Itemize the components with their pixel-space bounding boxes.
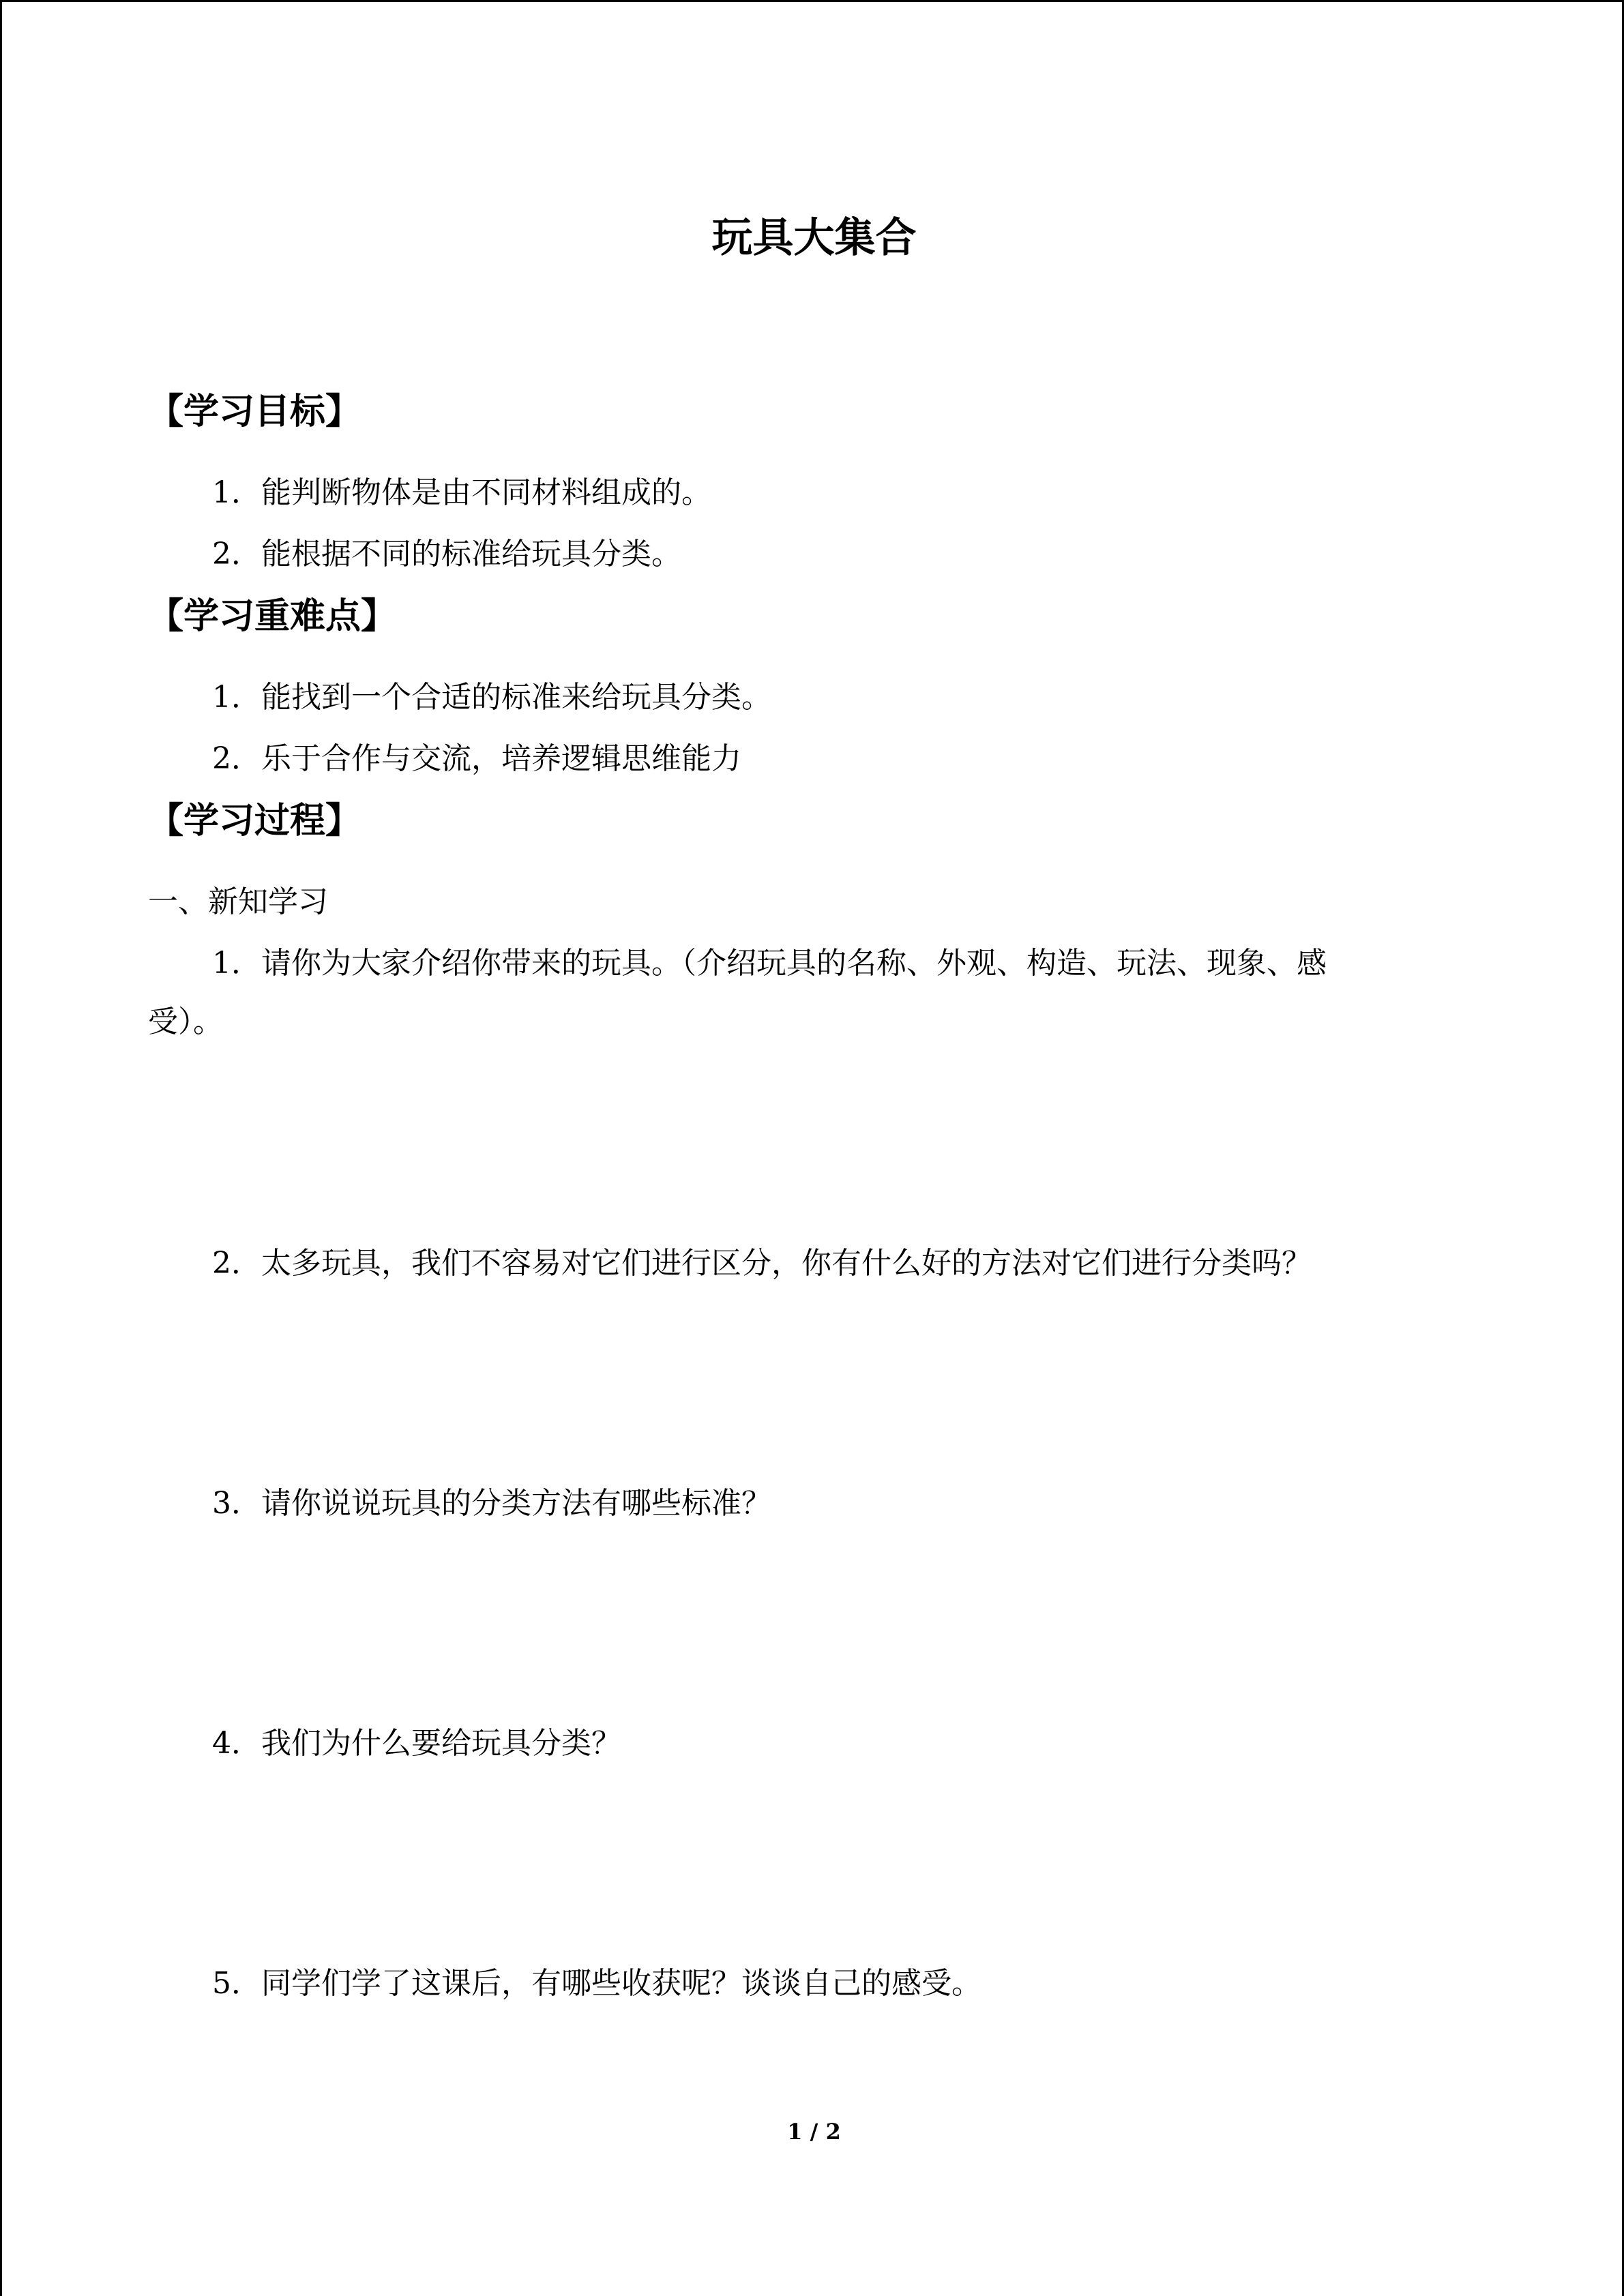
goal-item-1: 1．能判断物体是由不同材料组成的。	[212, 475, 711, 510]
question-3: 3．请你说说玩具的分类方法有哪些标准？	[212, 1486, 771, 1521]
section-heading-key-points: 【学习重难点】	[148, 596, 397, 637]
section-heading-process: 【学习过程】	[148, 801, 361, 841]
question-2: 2．太多玩具，我们不容易对它们进行区分，你有什么好的方法对它们进行分类吗？	[212, 1246, 1312, 1281]
question-4: 4．我们为什么要给玩具分类？	[212, 1726, 621, 1761]
key-point-item-2: 2．乐于合作与交流，培养逻辑思维能力	[212, 741, 741, 776]
document-title: 玩具大集合	[711, 214, 917, 262]
key-point-item-1: 1．能找到一个合适的标准来给玩具分类。	[212, 680, 771, 715]
goal-item-2: 2．能根据不同的标准给玩具分类。	[212, 537, 681, 571]
section-heading-goals: 【学习目标】	[148, 391, 361, 432]
question-5: 5．同学们学了这课后，有哪些收获呢？谈谈自己的感受。	[212, 1966, 981, 2001]
question-1-line-2: 受）。	[148, 1004, 223, 1039]
question-1-line-1: 1．请你为大家介绍你带来的玩具。（介绍玩具的名称、外观、构造、玩法、现象、感	[212, 946, 1327, 981]
process-subheading: 一、新知学习	[148, 884, 328, 919]
page-number: 1 / 2	[787, 2119, 841, 2145]
